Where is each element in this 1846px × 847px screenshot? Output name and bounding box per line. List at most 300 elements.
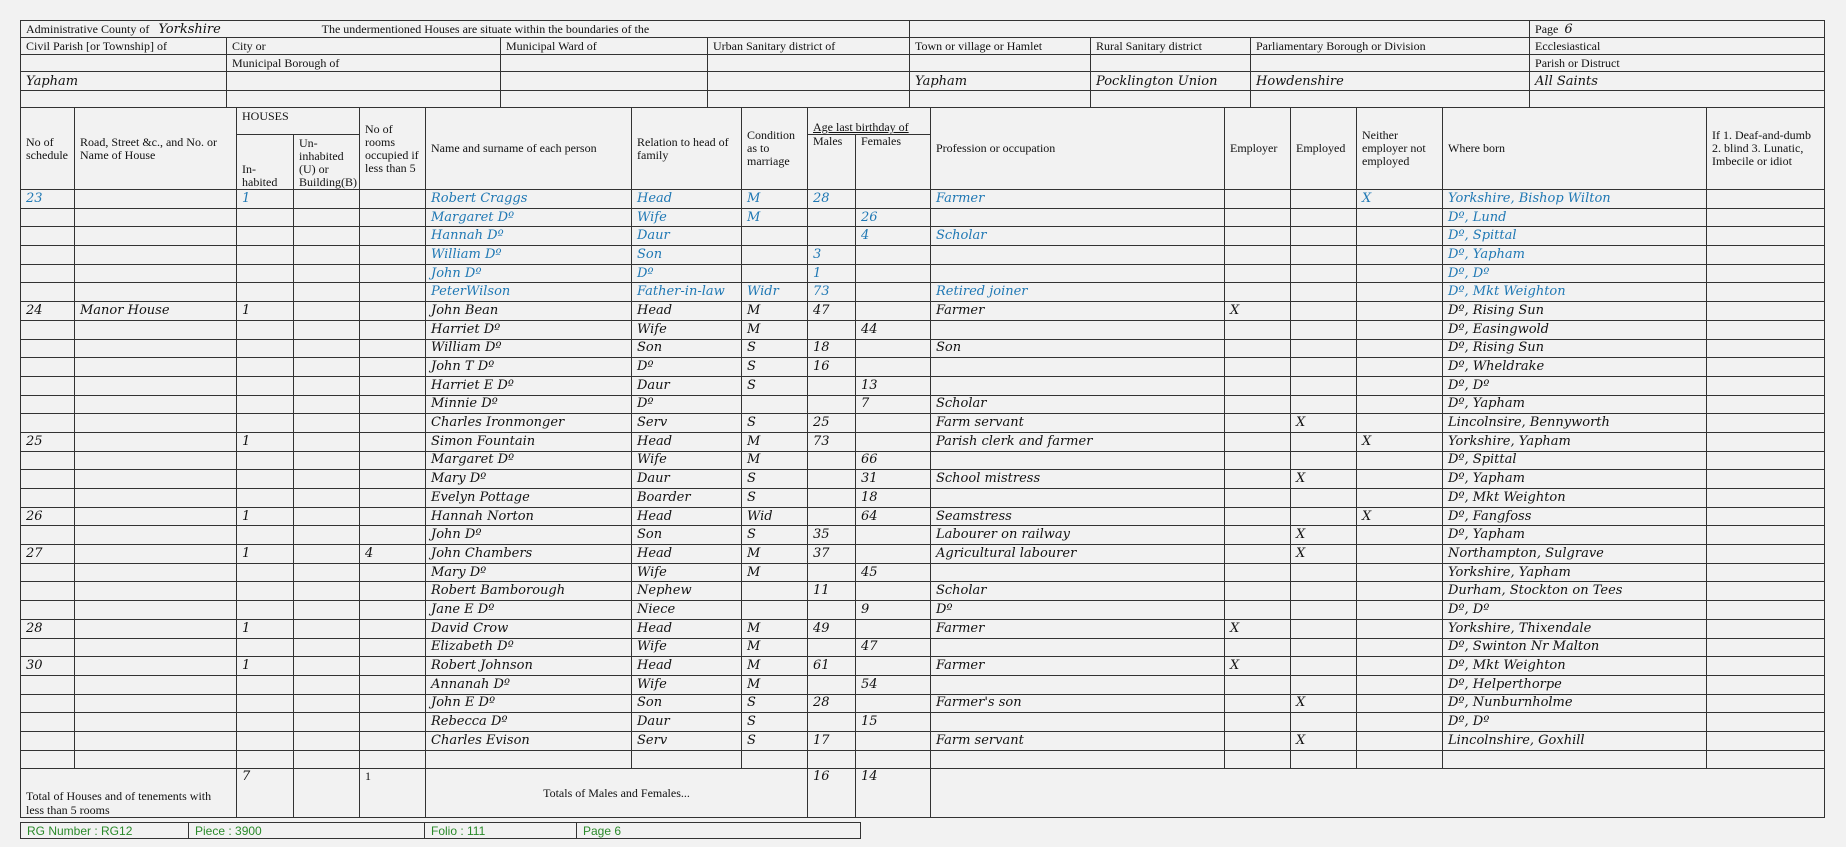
infirmity-cell	[1707, 601, 1825, 620]
piece-number: Piece : 3900	[189, 823, 425, 839]
males-age-cell: 47	[808, 302, 856, 321]
infirmity-cell	[1707, 451, 1825, 470]
schedule-cell	[21, 675, 75, 694]
road-cell	[75, 545, 237, 564]
infirmity-cell	[1707, 395, 1825, 414]
where-born-cell: Yorkshire, Yapham	[1443, 563, 1707, 582]
employer-cell	[1225, 694, 1291, 713]
profession-cell: Scholar	[931, 395, 1225, 414]
name-cell: Annanah Dº	[426, 675, 632, 694]
name-cell: John T Dº	[426, 358, 632, 377]
name-cell	[426, 750, 632, 769]
inhabited-cell	[237, 582, 294, 601]
neither-cell	[1357, 283, 1443, 302]
employer-cell	[1225, 545, 1291, 564]
employed-cell	[1291, 432, 1357, 451]
females-age-cell	[856, 619, 931, 638]
profession-cell: Farm servant	[931, 414, 1225, 433]
males-age-cell: 1	[808, 264, 856, 283]
name-cell: Evelyn Pottage	[426, 489, 632, 508]
condition-cell: S	[742, 526, 808, 545]
where-born-cell: Dº, Mkt Weighton	[1443, 657, 1707, 676]
employed-cell: X	[1291, 470, 1357, 489]
uninhabited-cell	[294, 432, 360, 451]
neither-cell	[1357, 713, 1443, 732]
name-cell: David Crow	[426, 619, 632, 638]
road-cell	[75, 190, 237, 209]
col-employed: Employed	[1291, 108, 1357, 190]
profession-cell	[931, 320, 1225, 339]
municipal-borough-label: Municipal Borough of	[227, 55, 501, 72]
where-born-cell: Dº, Helperthorpe	[1443, 675, 1707, 694]
rooms-cell	[360, 713, 426, 732]
neither-cell	[1357, 320, 1443, 339]
table-row	[21, 526, 1825, 545]
inhabited-cell	[237, 395, 294, 414]
column-header-row	[21, 108, 1825, 135]
where-born-cell: Durham, Stockton on Tees	[1443, 582, 1707, 601]
name-cell: Robert Bamborough	[426, 582, 632, 601]
inhabited-cell	[237, 208, 294, 227]
infirmity-cell	[1707, 339, 1825, 358]
males-age-cell	[808, 601, 856, 620]
employer-cell: X	[1225, 619, 1291, 638]
inhabited-cell: 1	[237, 190, 294, 209]
condition-cell	[742, 582, 808, 601]
females-age-cell: 4	[856, 227, 931, 246]
schedule-cell	[21, 320, 75, 339]
schedule-cell	[21, 395, 75, 414]
males-age-cell	[808, 451, 856, 470]
uninhabited-cell	[294, 320, 360, 339]
folio-number: Folio : 111	[425, 823, 577, 839]
col-profession: Profession or occupation	[931, 108, 1225, 190]
rooms-cell	[360, 283, 426, 302]
employed-cell	[1291, 489, 1357, 508]
road-cell	[75, 208, 237, 227]
relation-cell: Head	[632, 432, 742, 451]
where-born-cell: Dº, Yapham	[1443, 395, 1707, 414]
females-age-cell	[856, 358, 931, 377]
infirmity-cell	[1707, 713, 1825, 732]
males-age-cell	[808, 208, 856, 227]
name-cell: Mary Dº	[426, 470, 632, 489]
name-cell: John Bean	[426, 302, 632, 321]
profession-cell: Scholar	[931, 582, 1225, 601]
condition-cell: M	[742, 208, 808, 227]
road-cell	[75, 731, 237, 750]
infirmity-cell	[1707, 694, 1825, 713]
females-age-cell	[856, 694, 931, 713]
females-age-cell	[856, 545, 931, 564]
condition-cell: M	[742, 638, 808, 657]
males-age-cell	[808, 675, 856, 694]
males-age-cell: 28	[808, 190, 856, 209]
condition-cell: S	[742, 470, 808, 489]
census-sheet	[20, 20, 1824, 818]
inhabited-cell	[237, 694, 294, 713]
relation-cell: Son	[632, 526, 742, 545]
condition-cell: S	[742, 339, 808, 358]
females-age-cell: 45	[856, 563, 931, 582]
females-age-cell	[856, 432, 931, 451]
neither-cell	[1357, 470, 1443, 489]
neither-cell: X	[1357, 190, 1443, 209]
rooms-cell	[360, 320, 426, 339]
females-age-cell: 7	[856, 395, 931, 414]
town-value: Yapham	[910, 72, 1091, 91]
schedule-cell: 27	[21, 545, 75, 564]
col-age: Age last birthday of	[808, 108, 931, 135]
schedule-cell: 25	[21, 432, 75, 451]
name-cell: Harriet E Dº	[426, 376, 632, 395]
infirmity-cell	[1707, 619, 1825, 638]
rooms-cell	[360, 414, 426, 433]
employed-cell	[1291, 601, 1357, 620]
inhabited-cell: 1	[237, 507, 294, 526]
infirmity-cell	[1707, 190, 1825, 209]
totals-males: 16	[808, 769, 856, 818]
table-row	[21, 339, 1825, 358]
schedule-cell: 30	[21, 657, 75, 676]
condition-cell	[742, 264, 808, 283]
uninhabited-cell	[294, 582, 360, 601]
city-label: City or	[227, 38, 501, 55]
employed-cell: X	[1291, 694, 1357, 713]
uninhabited-cell	[294, 713, 360, 732]
road-cell	[75, 582, 237, 601]
table-row	[21, 675, 1825, 694]
females-age-cell: 9	[856, 601, 931, 620]
condition-cell: M	[742, 190, 808, 209]
ecclesiastical-label-2: Parish or Distruct	[1530, 55, 1825, 72]
inhabited-cell	[237, 489, 294, 508]
inhabited-cell	[237, 264, 294, 283]
relation-cell: Head	[632, 657, 742, 676]
rooms-cell	[360, 601, 426, 620]
neither-cell	[1357, 619, 1443, 638]
table-row	[21, 470, 1825, 489]
where-born-cell: Dº, Spittal	[1443, 451, 1707, 470]
employer-cell: X	[1225, 302, 1291, 321]
uninhabited-cell	[294, 601, 360, 620]
schedule-cell	[21, 750, 75, 769]
totals-rooms: 1	[360, 769, 426, 818]
males-age-cell: 3	[808, 246, 856, 265]
infirmity-cell	[1707, 227, 1825, 246]
col-females: Females	[856, 135, 931, 190]
condition-cell	[742, 750, 808, 769]
totals-houses-label: Total of Houses and of tenements with less than 5 rooms	[21, 769, 237, 818]
profession-cell	[931, 208, 1225, 227]
relation-cell	[632, 750, 742, 769]
road-cell	[75, 339, 237, 358]
table-row	[21, 713, 1825, 732]
col-road: Road, Street &c., and No. or Name of House	[75, 108, 237, 190]
rooms-cell	[360, 208, 426, 227]
road-cell	[75, 283, 237, 302]
condition-cell	[742, 395, 808, 414]
males-age-cell	[808, 638, 856, 657]
uninhabited-cell	[294, 694, 360, 713]
inhabited-cell: 1	[237, 432, 294, 451]
name-cell: Charles Ironmonger	[426, 414, 632, 433]
relation-cell: Head	[632, 190, 742, 209]
neither-cell	[1357, 395, 1443, 414]
civil-parish-value: Yapham	[21, 72, 227, 91]
employed-cell	[1291, 451, 1357, 470]
col-neither: Neither employer not employed	[1357, 108, 1443, 190]
table-row	[21, 414, 1825, 433]
name-cell: John E Dº	[426, 694, 632, 713]
uninhabited-cell	[294, 395, 360, 414]
profession-cell: Dº	[931, 601, 1225, 620]
rooms-cell	[360, 657, 426, 676]
rooms-cell	[360, 638, 426, 657]
employer-cell	[1225, 582, 1291, 601]
road-cell	[75, 376, 237, 395]
uninhabited-cell	[294, 208, 360, 227]
infirmity-cell	[1707, 582, 1825, 601]
employed-cell: X	[1291, 545, 1357, 564]
females-age-cell: 64	[856, 507, 931, 526]
col-condition: Condition as to marriage	[742, 108, 808, 190]
uninhabited-cell	[294, 414, 360, 433]
relation-cell: Wife	[632, 208, 742, 227]
name-cell: John Dº	[426, 526, 632, 545]
condition-cell: S	[742, 489, 808, 508]
inhabited-cell	[237, 451, 294, 470]
females-age-cell: 15	[856, 713, 931, 732]
uninhabited-cell	[294, 376, 360, 395]
where-born-cell: Dº, Mkt Weighton	[1443, 283, 1707, 302]
col-born: Where born	[1443, 108, 1707, 190]
condition-cell: S	[742, 694, 808, 713]
road-cell	[75, 414, 237, 433]
infirmity-cell	[1707, 638, 1825, 657]
uninhabited-cell	[294, 619, 360, 638]
infirmity-cell	[1707, 545, 1825, 564]
neither-cell: X	[1357, 507, 1443, 526]
relation-cell: Nephew	[632, 582, 742, 601]
condition-cell: S	[742, 358, 808, 377]
rooms-cell	[360, 358, 426, 377]
condition-cell: M	[742, 302, 808, 321]
relation-cell: Serv	[632, 414, 742, 433]
neither-cell	[1357, 227, 1443, 246]
uninhabited-cell	[294, 638, 360, 657]
relation-cell: Daur	[632, 713, 742, 732]
neither-cell	[1357, 339, 1443, 358]
uninhabited-cell	[294, 470, 360, 489]
males-age-cell: 73	[808, 283, 856, 302]
neither-cell	[1357, 358, 1443, 377]
table-row	[21, 246, 1825, 265]
where-born-cell: Yorkshire, Thixendale	[1443, 619, 1707, 638]
employed-cell	[1291, 283, 1357, 302]
name-cell: Robert Craggs	[426, 190, 632, 209]
where-born-cell: Dº, Dº	[1443, 376, 1707, 395]
employed-cell	[1291, 582, 1357, 601]
table-row	[21, 619, 1825, 638]
table-row	[21, 376, 1825, 395]
employer-cell	[1225, 339, 1291, 358]
rooms-cell	[360, 451, 426, 470]
road-cell	[75, 432, 237, 451]
uninhabited-cell	[294, 283, 360, 302]
relation-cell: Head	[632, 619, 742, 638]
schedule-cell: 24	[21, 302, 75, 321]
inhabited-cell	[237, 563, 294, 582]
employer-cell	[1225, 601, 1291, 620]
road-cell	[75, 358, 237, 377]
employed-cell	[1291, 246, 1357, 265]
females-age-cell	[856, 264, 931, 283]
table-row	[21, 302, 1825, 321]
uninhabited-cell	[294, 675, 360, 694]
infirmity-cell	[1707, 376, 1825, 395]
table-row	[21, 208, 1825, 227]
where-born-cell: Dº, Nunburnholme	[1443, 694, 1707, 713]
table-row	[21, 320, 1825, 339]
table-row	[21, 507, 1825, 526]
rooms-cell	[360, 619, 426, 638]
uninhabited-cell	[294, 731, 360, 750]
infirmity-cell	[1707, 470, 1825, 489]
profession-cell	[931, 713, 1225, 732]
females-age-cell	[856, 190, 931, 209]
females-age-cell: 47	[856, 638, 931, 657]
relation-cell: Father-in-law	[632, 283, 742, 302]
females-age-cell: 44	[856, 320, 931, 339]
inhabited-cell: 1	[237, 657, 294, 676]
inhabited-cell	[237, 376, 294, 395]
road-cell	[75, 750, 237, 769]
profession-cell: Farmer	[931, 619, 1225, 638]
males-age-cell	[808, 227, 856, 246]
profession-cell: Farmer	[931, 302, 1225, 321]
relation-cell: Daur	[632, 470, 742, 489]
where-born-cell: Dº, Rising Sun	[1443, 339, 1707, 358]
table-row	[21, 638, 1825, 657]
profession-cell: Farmer's son	[931, 694, 1225, 713]
employer-cell	[1225, 713, 1291, 732]
where-born-cell: Dº, Fangfoss	[1443, 507, 1707, 526]
males-age-cell: 18	[808, 339, 856, 358]
profession-cell	[931, 675, 1225, 694]
schedule-cell	[21, 451, 75, 470]
uninhabited-cell	[294, 339, 360, 358]
employer-cell	[1225, 451, 1291, 470]
where-born-cell: Dº, Dº	[1443, 264, 1707, 283]
name-cell: Simon Fountain	[426, 432, 632, 451]
condition-cell	[742, 246, 808, 265]
admin-county-cell	[21, 21, 910, 38]
neither-cell	[1357, 302, 1443, 321]
parliamentary-label: Parliamentary Borough or Division	[1251, 38, 1530, 55]
profession-cell	[931, 563, 1225, 582]
inhabited-cell	[237, 283, 294, 302]
profession-cell	[931, 264, 1225, 283]
schedule-cell	[21, 526, 75, 545]
civil-parish-label: Civil Parish [or Township] of	[21, 38, 227, 55]
where-born-cell: Dº, Yapham	[1443, 470, 1707, 489]
rooms-cell	[360, 507, 426, 526]
rooms-cell	[360, 246, 426, 265]
employed-cell	[1291, 190, 1357, 209]
condition-cell	[742, 601, 808, 620]
schedule-cell	[21, 264, 75, 283]
where-born-cell: Yorkshire, Bishop Wilton	[1443, 190, 1707, 209]
rooms-cell	[360, 395, 426, 414]
census-table	[20, 107, 1825, 818]
condition-cell: Wid	[742, 507, 808, 526]
employed-cell	[1291, 619, 1357, 638]
road-cell	[75, 264, 237, 283]
road-cell	[75, 451, 237, 470]
name-cell: William Dº	[426, 339, 632, 358]
road-cell	[75, 507, 237, 526]
employer-cell	[1225, 675, 1291, 694]
relation-cell: Daur	[632, 227, 742, 246]
profession-cell	[931, 451, 1225, 470]
uninhabited-cell	[294, 190, 360, 209]
road-cell	[75, 227, 237, 246]
uninhabited-cell	[294, 227, 360, 246]
where-born-cell: Dº, Yapham	[1443, 246, 1707, 265]
schedule-cell: 23	[21, 190, 75, 209]
employed-cell	[1291, 302, 1357, 321]
neither-cell	[1357, 246, 1443, 265]
infirmity-cell	[1707, 414, 1825, 433]
uninhabited-cell	[294, 526, 360, 545]
infirmity-cell	[1707, 246, 1825, 265]
employed-cell	[1291, 675, 1357, 694]
uninhabited-cell	[294, 657, 360, 676]
condition-cell: S	[742, 376, 808, 395]
page-label: Page	[1535, 21, 1559, 36]
females-age-cell: 13	[856, 376, 931, 395]
col-inhabited: In-habited	[237, 135, 294, 190]
schedule-cell: 28	[21, 619, 75, 638]
employed-cell	[1291, 395, 1357, 414]
municipal-ward-label: Municipal Ward of	[501, 38, 708, 55]
table-row	[21, 190, 1825, 209]
males-age-cell	[808, 713, 856, 732]
males-age-cell: 25	[808, 414, 856, 433]
col-name: Name and surname of each person	[426, 108, 632, 190]
males-age-cell: 61	[808, 657, 856, 676]
females-age-cell: 18	[856, 489, 931, 508]
condition-cell: M	[742, 619, 808, 638]
name-cell: Mary Dº	[426, 563, 632, 582]
employed-cell	[1291, 507, 1357, 526]
employer-cell	[1225, 563, 1291, 582]
inhabited-cell: 1	[237, 619, 294, 638]
females-age-cell	[856, 526, 931, 545]
employer-cell	[1225, 731, 1291, 750]
females-age-cell: 31	[856, 470, 931, 489]
employer-cell	[1225, 358, 1291, 377]
uninhabited-cell	[294, 507, 360, 526]
inhabited-cell	[237, 601, 294, 620]
employed-cell	[1291, 638, 1357, 657]
relation-cell: Dº	[632, 264, 742, 283]
schedule-cell	[21, 713, 75, 732]
road-cell	[75, 694, 237, 713]
profession-cell: Scholar	[931, 227, 1225, 246]
condition-cell: S	[742, 713, 808, 732]
